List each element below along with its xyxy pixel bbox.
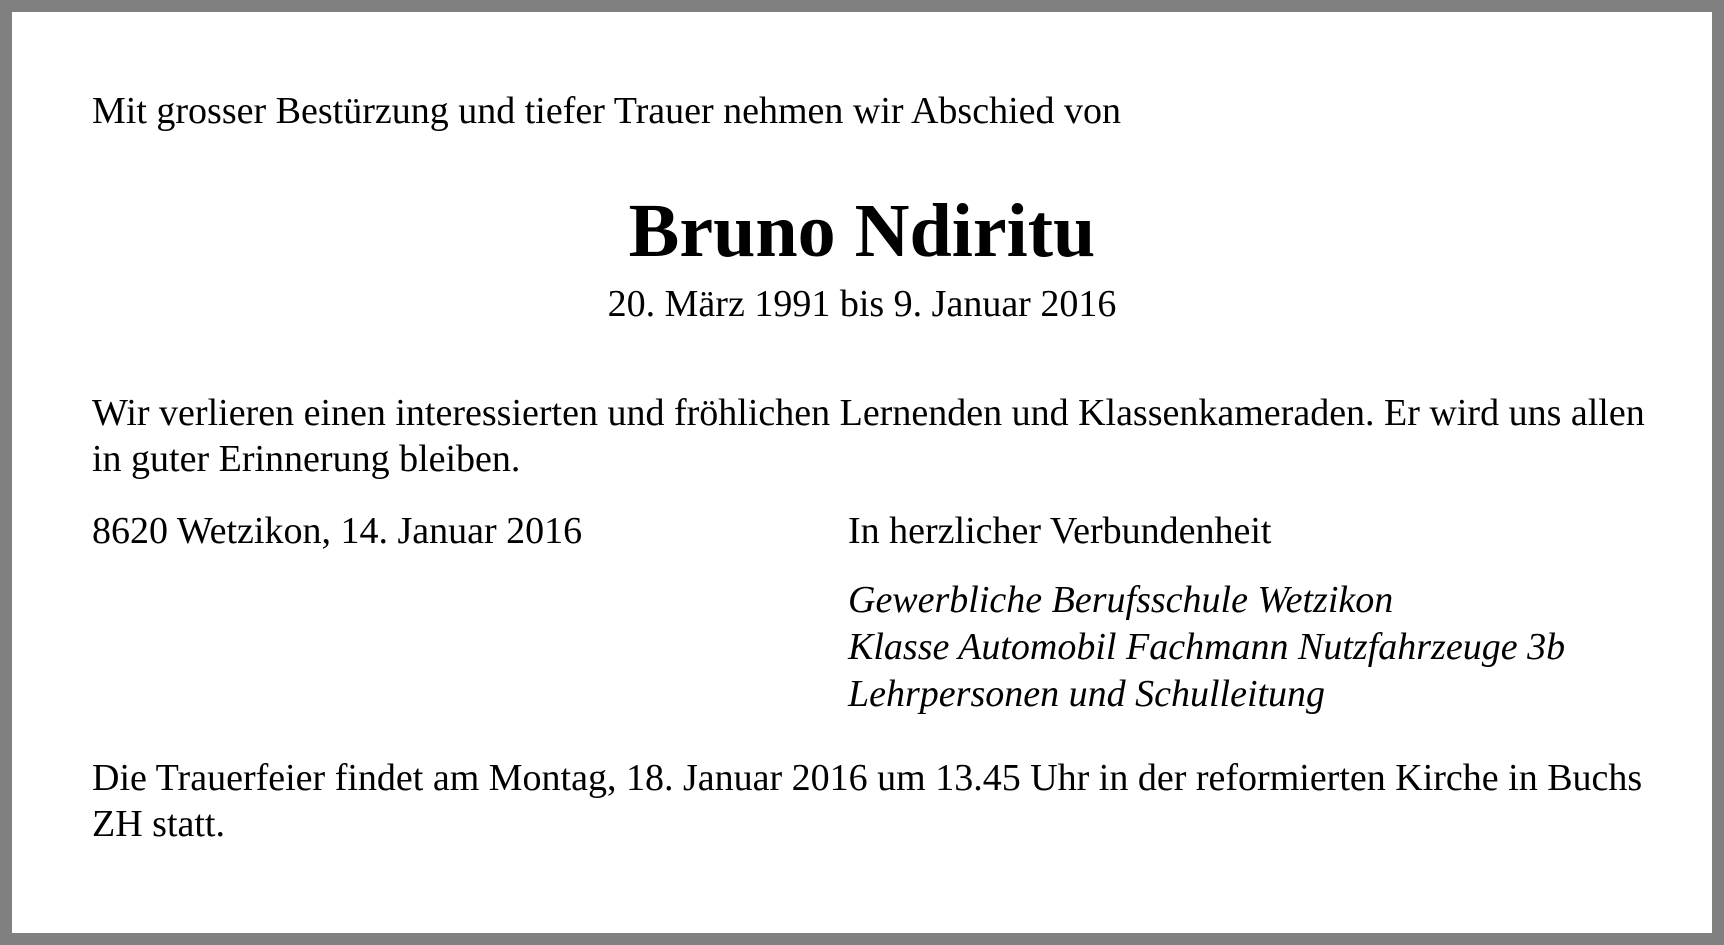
obituary-notice [12,12,1712,933]
deceased-name: Bruno Ndiritu [628,189,1096,273]
place-and-date: 8620 Wetzikon, 14. Januar 2016 [92,510,583,552]
signer-staff: Lehrpersonen und Schulleitung [848,673,1326,715]
signer-class: Klasse Automobil Fachmann Nutzfahrzeuge 3b [848,626,1566,668]
condolence-message: Wir verlieren einen interessierten und fröhlichen Lernenden und Klassenkameraden. Er wird uns allen in guter Erinnerung bleiben. [92,392,1645,480]
intro-text: Mit grosser Bestürzung und tiefer Trauer nehmen wir Abschied von [92,90,1121,132]
signer-school: Gewerbliche Berufsschule Wetzikon [848,579,1394,621]
closing-phrase: In herzlicher Verbundenheit [848,510,1272,552]
signers-block [848,577,1565,718]
life-dates: 20. März 1991 bis 9. Januar 2016 [607,283,1117,325]
ceremony-info: Die Trauerfeier findet am Montag, 18. Januar 2016 um 13.45 Uhr in der reformierten Kirche in Buchs ZH statt. [92,757,1643,845]
